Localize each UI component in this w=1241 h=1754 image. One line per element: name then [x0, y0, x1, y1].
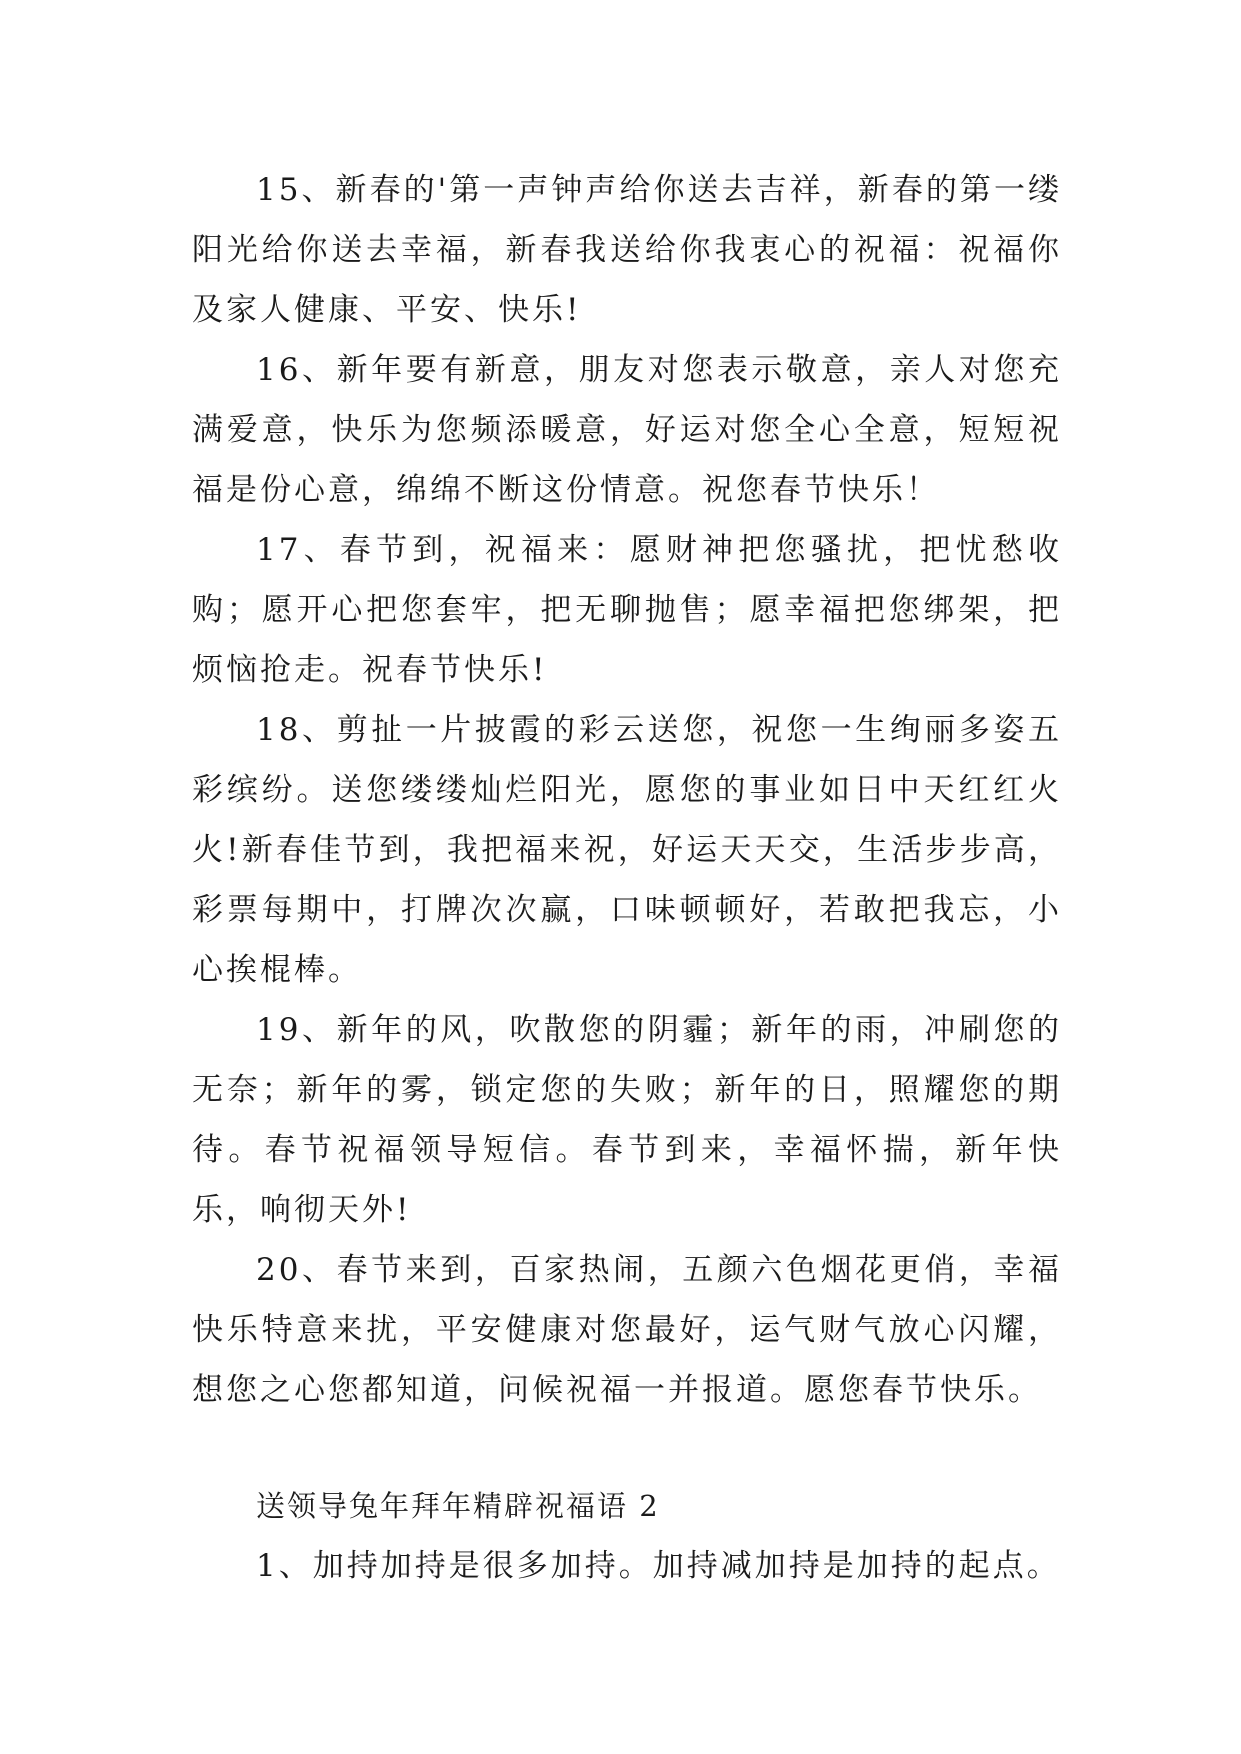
paragraph-15: 15、新春的'第一声钟声给你送去吉祥，新春的第一缕阳光给你送去幸福，新春我送给你我衷心的祝福：祝福你及家人健康、平安、快乐! — [192, 172, 1062, 328]
paragraph-17: 17、春节到，祝福来：愿财神把您骚扰，把忧愁收购；愿开心把您套牢，把无聊抛售；愿幸福把您绑架，把烦恼抢走。祝春节快乐! — [192, 532, 1062, 688]
document-body — [192, 160, 1062, 1596]
section-heading: 送领导兔年拜年精辟祝福语 2 — [256, 1489, 660, 1523]
paragraph-20: 20、春节来到，百家热闹，五颜六色烟花更俏，幸福快乐特意来扰，平安健康对您最好，运气财气放心闪耀，想您之心您都知道，问候祝福一并报道。愿您春节快乐。 — [192, 1252, 1062, 1408]
paragraph-1: 1、加持加持是很多加持。加持减加持是加持的起点。 — [256, 1548, 1061, 1584]
paragraph-19: 19、新年的风，吹散您的阴霾；新年的雨，冲刷您的无奈；新年的雾，锁定您的失败；新年的日，照耀您的期待。春节祝福领导短信。春节到来，幸福怀揣，新年快乐，响彻天外! — [192, 1012, 1062, 1228]
paragraph-18: 18、剪扯一片披霞的彩云送您，祝您一生绚丽多姿五彩缤纷。送您缕缕灿烂阳光，愿您的事业如日中天红红火火!新春佳节到，我把福来祝，好运天天交，生活步步高，彩票每期中，打牌次次赢，口味顿顿好，若敢把我忘，小心挨棍棒。 — [192, 712, 1062, 988]
section-spacer — [192, 1420, 1062, 1476]
paragraph-16: 16、新年要有新意，朋友对您表示敬意，亲人对您充满爱意，快乐为您频添暖意，好运对您全心全意，短短祝福是份心意，绵绵不断这份情意。祝您春节快乐！ — [192, 352, 1062, 508]
